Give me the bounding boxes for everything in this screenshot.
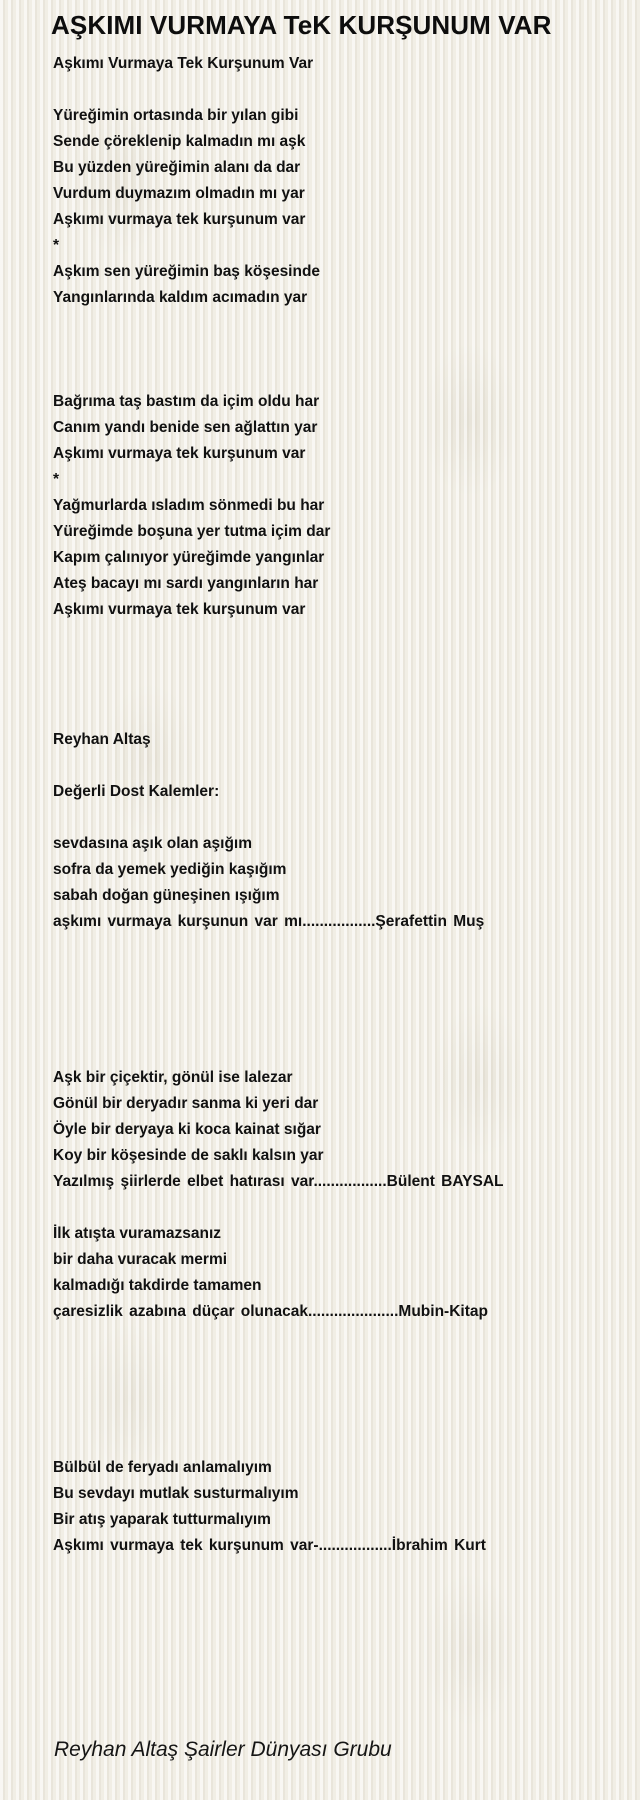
comment-line: sevdasına aşık olan aşığım <box>53 835 253 852</box>
comment-line: Gönül bir deryadır sanma ki yeri dar <box>53 1095 319 1112</box>
spacer <box>53 935 613 1065</box>
poem-line: Sende çöreklenip kalmadın mı aşk <box>53 133 306 150</box>
poem-line: Aşkımı vurmaya tek kurşunum var <box>53 211 306 228</box>
comment-line: sofra da yemek yediğin kaşığım <box>53 861 287 878</box>
spacer <box>53 623 613 727</box>
poem-line: Bağrıma taş bastım da içim oldu har <box>53 393 320 410</box>
comment-line: bir daha vuracak mermi <box>53 1251 228 1268</box>
spacer <box>53 311 613 389</box>
poem-subtitle: Aşkımı Vurmaya Tek Kurşunum Var <box>53 55 314 72</box>
comment-line: Koy bir köşesinde de saklı kalsın yar <box>53 1147 324 1164</box>
poem-line: Aşkımı vurmaya tek kurşunum var <box>53 445 306 462</box>
comment-line: Öyle bir deryaya ki koca kainat sığar <box>53 1121 321 1138</box>
stanza-separator: * <box>53 471 60 488</box>
comment-1 <box>53 831 613 935</box>
spacer <box>53 77 613 103</box>
poem-line: Yangınlarında kaldım acımadın yar <box>53 289 308 306</box>
comment-line: kalmadığı takdirde tamamen <box>53 1277 262 1294</box>
poem-content <box>53 51 613 1559</box>
comment-line: sabah doğan güneşinen ışığım <box>53 887 280 904</box>
stanza-separator: * <box>53 237 60 254</box>
poem-line: Yağmurlarda ısladım sönmedi bu har <box>53 497 325 514</box>
stanza-2 <box>53 389 613 623</box>
comment-signature-line: çaresizlik azabına düçar olunacak.....................Mubin-Kitap <box>53 1303 488 1320</box>
poem-line: Kapım çalınıyor yüreğimde yangınlar <box>53 549 325 566</box>
comment-3 <box>53 1221 613 1325</box>
comment-line: İlk atışta vuramazsanız <box>53 1225 221 1242</box>
comments-heading: Değerli Dost Kalemler: <box>53 783 220 800</box>
poem-line: Bu yüzden yüreğimin alanı da dar <box>53 159 301 176</box>
footer-group-name: Reyhan Altaş Şairler Dünyası Grubu <box>54 1738 392 1761</box>
spacer <box>53 753 613 779</box>
comment-line: Bir atış yaparak tutturmalıyım <box>53 1511 271 1528</box>
poem-line: Ateş bacayı mı sardı yangınların har <box>53 575 319 592</box>
comment-signature-line: aşkımı vurmaya kurşunun var mı.................Şerafettin Muş <box>53 913 485 930</box>
comment-signature-line: Yazılmış şiirlerde elbet hatırası var.................Bülent BAYSAL <box>53 1173 504 1190</box>
poem-line: Canım yandı benide sen ağlattın yar <box>53 419 318 436</box>
poem-line: Yüreğimin ortasında bir yılan gibi <box>53 107 299 124</box>
spacer <box>53 1325 613 1455</box>
page-title: AŞKIMI VURMAYA TeK KURŞUNUM VAR <box>51 10 552 40</box>
comment-line: Aşk bir çiçektir, gönül ise lalezar <box>53 1069 293 1086</box>
comment-4 <box>53 1455 613 1559</box>
poem-line: Vurdum duymazım olmadın mı yar <box>53 185 305 202</box>
comment-line: Bülbül de feryadı anlamalıyım <box>53 1459 272 1476</box>
poem-author: Reyhan Altaş <box>53 731 151 748</box>
poem-line: Yüreğimde boşuna yer tutma içim dar <box>53 523 331 540</box>
poem-line: Aşkımı vurmaya tek kurşunum var <box>53 601 306 618</box>
poem-line: Aşkım sen yüreğimin baş köşesinde <box>53 263 321 280</box>
comment-signature-line: Aşkımı vurmaya tek kurşunum var-.................İbrahim Kurt <box>53 1537 486 1554</box>
comment-line: Bu sevdayı mutlak susturmalıyım <box>53 1485 299 1502</box>
stanza-1 <box>53 103 613 311</box>
spacer <box>53 1195 613 1221</box>
comment-2 <box>53 1065 613 1195</box>
spacer <box>53 805 613 831</box>
